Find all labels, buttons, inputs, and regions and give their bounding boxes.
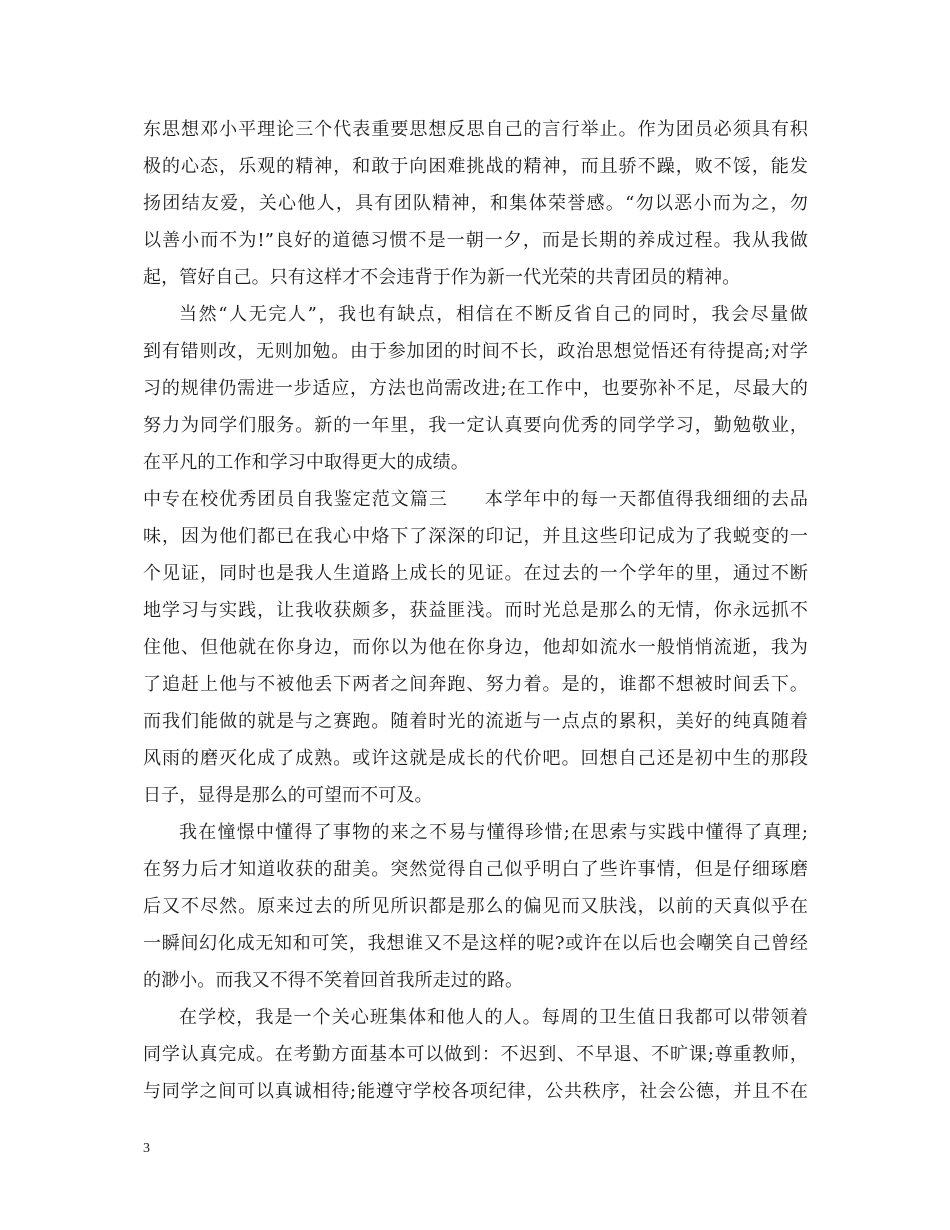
text-line: 了追赶上他与不被他丢下两者之间奔跑、努力着。是的，谁都不想被时间丢下。	[143, 674, 808, 695]
text-line: 个见证，同时也是我人生道路上成长的见证。在过去的一个学年的里，通过不断	[143, 563, 808, 584]
text-line: 极的心态，乐观的精神，和敢于向困难挑战的精神，而且骄不躁，败不馁，能发	[143, 156, 808, 177]
text-run: 本学年中的每一天都值得我细细的去品	[483, 489, 808, 510]
text-line: 与同学之间可以真诚相待;能遵守学校各项纪律，公共秩序，社会公德，并且不在	[143, 1081, 808, 1102]
paragraph	[143, 111, 808, 296]
text-line	[143, 481, 808, 518]
text-line: 的渺小。而我又不得不笑着回首我所走过的路。	[143, 970, 524, 991]
text-line: 当然“人无完人”，我也有缺点，相信在不断反省自己的同时，我会尽量做	[179, 304, 808, 325]
page-number: 3	[143, 1141, 150, 1156]
text-line: 扬团结友爱，关心他人，具有团队精神，和集体荣誉感。“勿以恶小而为之，勿	[143, 193, 808, 214]
text-line: 而我们能做的就是与之赛跑。随着时光的流逝与一点点的累积，美好的纯真随着	[143, 711, 808, 732]
text-line: 地学习与实践，让我收获颇多，获益匪浅。而时光总是那么的无情，你永远抓不	[143, 600, 808, 621]
text-line: 住他、但他就在你身边，而你以为他在你身边，他却如流水一般悄悄流逝，我为	[143, 637, 808, 658]
text-line: 习的规律仍需进一步适应，方法也尚需改进;在工作中，也要弥补不足，尽最大的	[143, 378, 808, 399]
text-line: 东思想邓小平理论三个代表重要思想反思自己的言行举止。作为团员必须具有积	[143, 119, 808, 140]
body-text	[143, 111, 808, 1110]
paragraph	[143, 296, 808, 481]
text-line: 同学认真完成。在考勤方面基本可以做到：不迟到、不早退、不旷课;尊重教师，	[143, 1044, 808, 1065]
text-line: 一瞬间幻化成无知和可笑，我想谁又不是这样的呢?或许在以后也会嘲笑自己曾经	[143, 933, 808, 954]
text-line: 风雨的磨灭化成了成熟。或许这就是成长的代价吧。回想自己还是初中生的那段	[143, 748, 808, 769]
section-heading: 中专在校优秀团员自我鉴定范文篇三	[143, 489, 448, 510]
text-line: 在学校，我是一个关心班集体和他人的人。每周的卫生值日我都可以带领着	[179, 1007, 808, 1028]
text-line: 在平凡的工作和学习中取得更大的成绩。	[143, 452, 469, 473]
text-line: 努力为同学们服务。新的一年里，我一定认真要向优秀的同学学习，勤勉敬业，	[143, 415, 808, 436]
paragraph	[143, 999, 808, 1110]
text-line: 后又不尽然。原来过去的所见所识都是那么的偏见而又肤浅，以前的天真似乎在	[143, 896, 808, 917]
paragraph	[143, 814, 808, 999]
text-line: 在努力后才知道收获的甜美。突然觉得自己似乎明白了些许事情，但是仔细琢磨	[143, 859, 808, 880]
text-line: 我在憧憬中懂得了事物的来之不易与懂得珍惜;在思索与实践中懂得了真理;	[179, 822, 808, 843]
paragraph	[143, 481, 808, 814]
text-line: 日子，显得是那么的可望而不可及。	[143, 785, 433, 806]
text-line: 到有错则改，无则加勉。由于参加团的时间不长，政治思想觉悟还有待提高;对学	[143, 341, 808, 362]
text-line: 以善小而不为!”良好的道德习惯不是一朝一夕，而是长期的养成过程。我从我做	[143, 230, 808, 251]
text-line: 味，因为他们都已在我心中烙下了深深的印记，并且这些印记成为了我蜕变的一	[143, 526, 808, 547]
text-line: 起，管好自己。只有这样才不会违背于作为新一代光荣的共青团员的精神。	[143, 267, 741, 288]
